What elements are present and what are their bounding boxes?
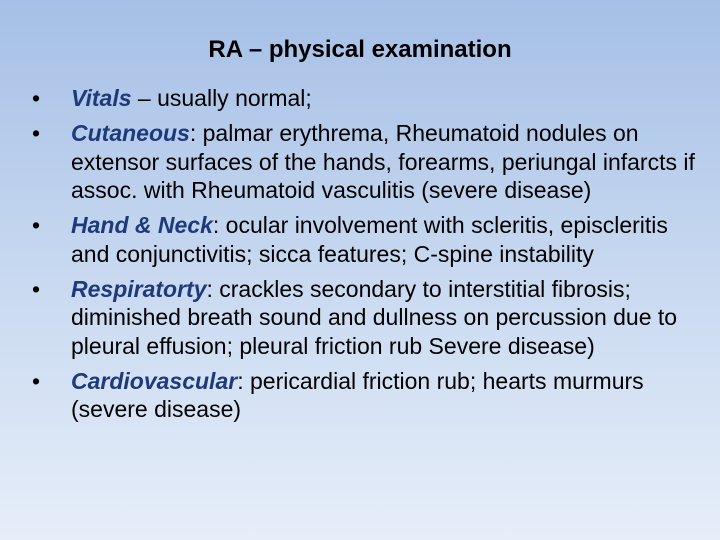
bullet-text: : crackles secondary to interstitial fibrosis; diminished breath sound and dullness on percussion due to pleural effusion; pleural friction rub Severe disease): [71, 275, 678, 359]
bullet-item-cardiovascular: [26, 367, 706, 424]
bullet-dot-icon: •: [31, 212, 41, 238]
slide-title: RA – physical examination: [208, 36, 512, 63]
bullet-dot-icon: •: [31, 120, 41, 146]
bullet-term: Cardiovascular: [71, 367, 238, 394]
bullet-dot-icon: •: [31, 275, 41, 302]
bullet-term: Respiratorty: [71, 275, 207, 302]
bullet-item-vitals: [26, 84, 706, 113]
bullet-item-respiratory: [26, 275, 706, 361]
bullet-term: Cutaneous: [71, 120, 190, 146]
bullet-term: Vitals: [71, 85, 132, 111]
bullet-term: Hand & Neck: [71, 212, 213, 238]
bullet-dot-icon: •: [31, 367, 41, 394]
bullet-item-hand-neck: [26, 211, 706, 268]
bullet-item-cutaneous: [26, 119, 706, 205]
bullet-dot-icon: •: [31, 85, 41, 111]
bullet-text: : pericardial friction rub; hearts murmurs (severe disease): [71, 367, 644, 422]
bullet-text: – usually normal;: [131, 85, 312, 111]
bullet-text: : palmar erythrema, Rheumatoid nodules on extensor surfaces of the hands, forearms, periungal infarcts if assoc. with Rheumatoid vasculitis (severe disease): [71, 120, 695, 203]
bullet-list: [26, 84, 706, 430]
bullet-text: : ocular involvement with scleritis, episcleritis and conjunctivitis; sicca features; C-spine instability: [71, 212, 668, 267]
